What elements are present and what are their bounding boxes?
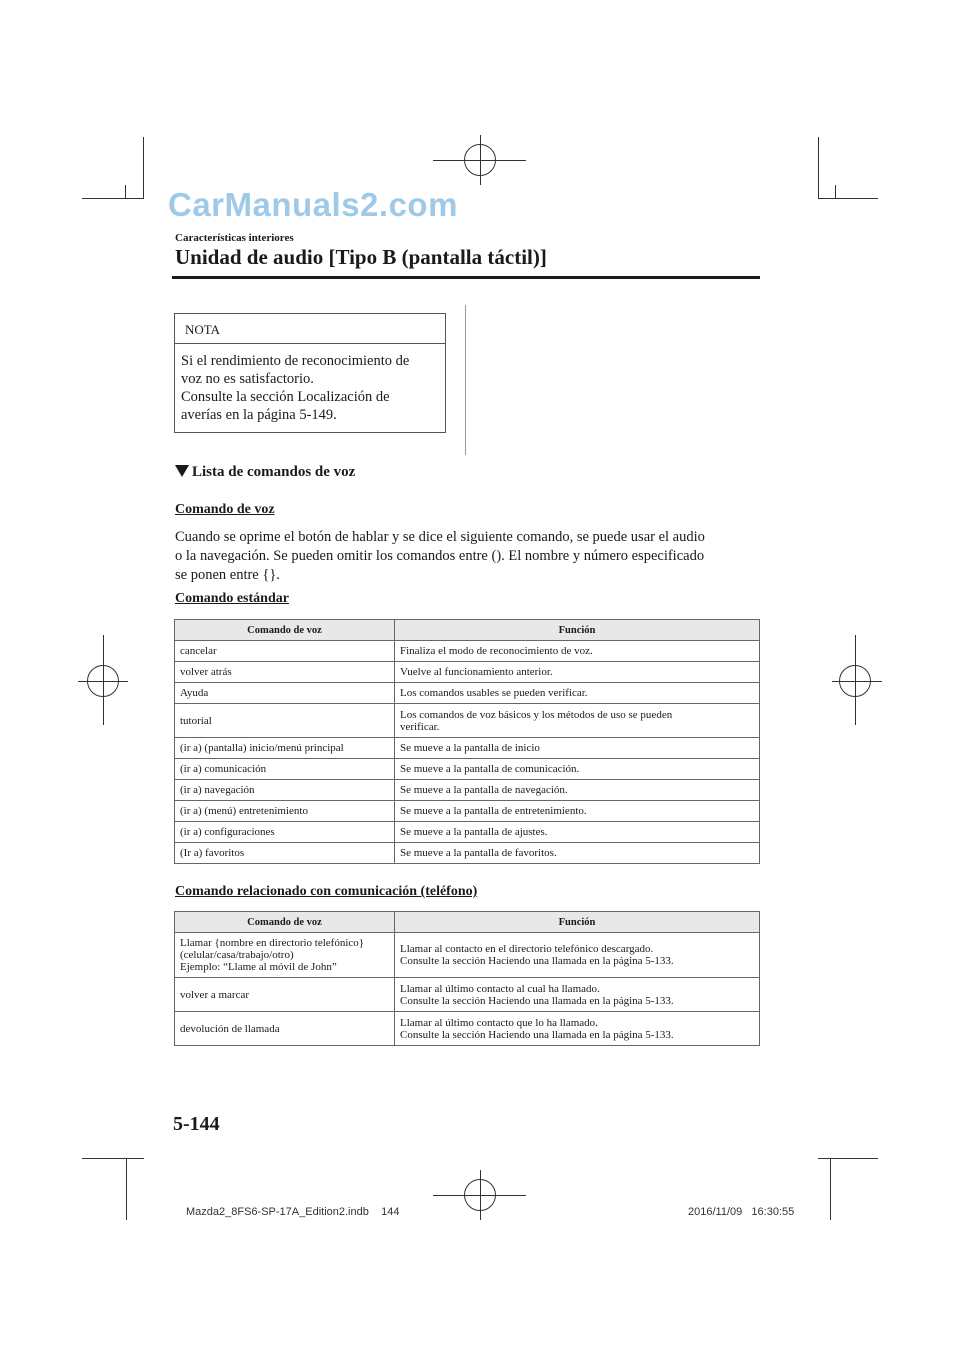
- function-line: Consulte la sección Haciendo una llamada en la página 5-133.: [400, 994, 674, 1007]
- table-row: [175, 738, 760, 759]
- table-row: [175, 822, 760, 843]
- command-cell: (ir a) comunicación: [175, 759, 395, 780]
- column-divider: [465, 305, 466, 455]
- table-row: [175, 933, 760, 978]
- table-row: [175, 978, 760, 1012]
- paragraph-line: o la navegación. Se pueden omitir los comandos entre (). El nombre y número especificado: [175, 548, 705, 564]
- function-cell: [395, 933, 760, 978]
- section-heading: [175, 464, 355, 481]
- note-line: voz no es satisfactorio.: [181, 371, 314, 387]
- table-row: [175, 843, 760, 864]
- section-label: Características interiores: [175, 232, 294, 244]
- phone-command-table: [174, 911, 760, 1046]
- function-cell: Se mueve a la pantalla de comunicación.: [395, 759, 760, 780]
- command-cell: (ir a) (menú) entretenimiento: [175, 801, 395, 822]
- function-cell: Se mueve a la pantalla de navegación.: [395, 780, 760, 801]
- function-line: Llamar al último contacto que lo ha llamado.: [400, 1016, 598, 1029]
- command-cell: [175, 933, 395, 978]
- command-cell: tutorial: [175, 704, 395, 738]
- page-title: Unidad de audio [Tipo B (pantalla táctil)]: [175, 245, 547, 269]
- function-cell: Se mueve a la pantalla de inicio: [395, 738, 760, 759]
- table-header-row: [175, 620, 760, 641]
- function-cell: Se mueve a la pantalla de ajustes.: [395, 822, 760, 843]
- standard-command-table: [174, 619, 760, 864]
- table-row: [175, 641, 760, 662]
- command-cell: devolución de llamada: [175, 1012, 395, 1046]
- column-header-function: Función: [395, 912, 760, 933]
- function-line: Llamar al último contacto al cual ha llamado.: [400, 982, 600, 995]
- function-cell: [395, 978, 760, 1012]
- section-heading-text: Lista de comandos de voz: [192, 464, 356, 480]
- note-line: averías en la página 5-149.: [181, 407, 337, 423]
- command-cell: (Ir a) favoritos: [175, 843, 395, 864]
- command-line: Ejemplo: “Llame al móvil de John”: [180, 961, 337, 973]
- function-cell: Vuelve al funcionamiento anterior.: [395, 662, 760, 683]
- function-line: Consulte la sección Haciendo una llamada en la página 5-133.: [400, 955, 674, 967]
- function-cell: Se mueve a la pantalla de favoritos.: [395, 843, 760, 864]
- command-cell: cancelar: [175, 641, 395, 662]
- command-cell: volver atrás: [175, 662, 395, 683]
- phone-command-heading: Comando relacionado con comunicación (teléfono): [175, 884, 478, 899]
- note-line: Consulte la sección Localización de: [181, 389, 390, 405]
- function-cell: Los comandos usables se pueden verificar.: [395, 683, 760, 704]
- table-row: [175, 662, 760, 683]
- column-header-function: Función: [395, 620, 760, 641]
- function-line: Los comandos de voz básicos y los métodos de uso se pueden: [400, 708, 673, 721]
- note-text: [175, 344, 445, 424]
- note-label: NOTA: [175, 314, 445, 344]
- voice-command-heading: Comando de voz: [175, 502, 275, 517]
- column-header-command: Comando de voz: [175, 912, 395, 933]
- table-row: [175, 704, 760, 738]
- page-number: 5-144: [173, 1113, 220, 1135]
- function-line: Consulte la sección Haciendo una llamada en la página 5-133.: [400, 1028, 674, 1041]
- table-row: [175, 801, 760, 822]
- footer-sheet: 144: [381, 1206, 400, 1218]
- function-line: verificar.: [400, 720, 440, 733]
- command-line: Llamar {nombre en directorio telefónico}: [180, 937, 365, 949]
- function-line: Llamar al contacto en el directorio telefónico descargado.: [400, 943, 654, 955]
- function-cell: [395, 1012, 760, 1046]
- command-cell: (ir a) navegación: [175, 780, 395, 801]
- command-cell: (ir a) configuraciones: [175, 822, 395, 843]
- function-cell: Se mueve a la pantalla de entretenimiento.: [395, 801, 760, 822]
- table-row: [175, 1012, 760, 1046]
- standard-command-heading: Comando estándar: [175, 591, 289, 606]
- column-header-command: Comando de voz: [175, 620, 395, 641]
- function-cell: [395, 704, 760, 738]
- command-line: (celular/casa/trabajo/otro): [180, 949, 294, 961]
- voice-command-paragraph: [175, 528, 765, 585]
- watermark-logo: CarManuals2.com: [168, 186, 458, 223]
- title-rule: [172, 276, 760, 279]
- table-row: [175, 780, 760, 801]
- command-cell: (ir a) (pantalla) inicio/menú principal: [175, 738, 395, 759]
- command-cell: volver a marcar: [175, 978, 395, 1012]
- table-row: [175, 683, 760, 704]
- footer-filename: Mazda2_8FS6-SP-17A_Edition2.indb: [186, 1206, 369, 1218]
- paragraph-line: Cuando se oprime el botón de hablar y se dice el siguiente comando, se puede usar el audio: [175, 529, 705, 545]
- table-header-row: [175, 912, 760, 933]
- function-cell: Finaliza el modo de reconocimiento de voz.: [395, 641, 760, 662]
- footer-file: [186, 1206, 399, 1218]
- note-line: Si el rendimiento de reconocimiento de: [181, 353, 410, 369]
- footer-timestamp: 2016/11/09 16:30:55: [688, 1206, 795, 1218]
- command-cell: Ayuda: [175, 683, 395, 704]
- note-box: [174, 313, 446, 433]
- triangle-down-icon: [175, 465, 189, 477]
- table-row: [175, 759, 760, 780]
- paragraph-line: se ponen entre {}.: [175, 567, 280, 583]
